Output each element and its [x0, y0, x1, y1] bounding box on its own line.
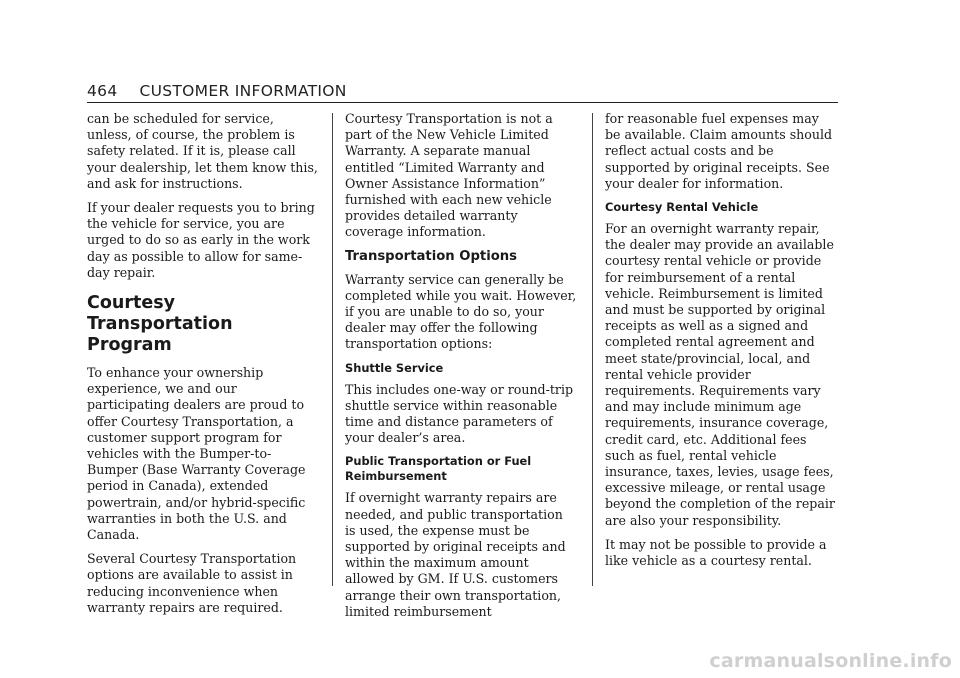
paragraph: To enhance your ownership experience, we and our participating dealers are proud to offer Courtesy Transportation, a customer support program for vehicles with the Bumper-to-Bumper (Base Warranty Coverage period in Canada), extended powertrain, and/or hybrid-specific warranties in both the U.S. and Canada. — [87, 365, 306, 543]
column-2 — [345, 111, 577, 628]
paragraph: If overnight warranty repairs are needed, and public transportation is used, the expense must be supported by original receipts and within the maximum amount allowed by GM. If U.S. customers arrange their own transportation, limited reimbursement — [345, 490, 566, 619]
paragraph: Several Courtesy Transportation options are available to assist in reducing inconvenience when warranty repairs are required. — [87, 551, 297, 615]
paragraph: For an overnight warranty repair, the dealer may provide an available courtesy rental vehicle or provide for reimbursement of a rental vehicle. Reimbursement is limited and must be supported by original receipts as well as a signed and completed rental agreement and meet state/provincial, local, and rental vehicle provider requirements. Requirements vary and may include minimum age requirements, insurance coverage, credit card, etc. Additional fees such as fuel, rental vehicle insurance, taxes, levies, usage fees, excessive mileage, or rental usage beyond the completion of the repair are also your responsibility. — [605, 221, 835, 528]
header-divider — [87, 102, 838, 103]
paragraph: If your dealer requests you to bring the vehicle for service, you are urged to do so as early in the work day as possible to allow for same-day repair. — [87, 200, 315, 280]
paragraph: for reasonable fuel expenses may be available. Claim amounts should reflect actual costs and be supported by original receipts. See your dealer for information. — [605, 111, 833, 191]
paragraph: It may not be possible to provide a like vehicle as a courtesy rental. — [605, 536, 827, 569]
column-1 — [87, 111, 319, 624]
subheading: Courtesy Rental Vehicle — [605, 200, 759, 215]
section-heading: Transportation Options — [345, 248, 518, 264]
paragraph: This includes one-way or round-trip shuttle service within reasonable time and distance parameters of your dealer’s area. — [345, 381, 574, 446]
column-divider — [332, 113, 333, 586]
watermark: carmanualsonline.info — [709, 650, 952, 672]
section-title: CUSTOMER INFORMATION — [139, 82, 347, 100]
section-heading: Courtesy Transportation Program — [87, 293, 233, 356]
page-header — [87, 82, 837, 100]
paragraph: can be scheduled for service, unless, of course, the problem is safety related. If it is, please call your dealership, let them know this, and ask for instructions. — [87, 111, 318, 191]
subheading: Public Transportation or Fuel Reimbursement — [345, 454, 532, 484]
paragraph: Warranty service can generally be completed while you wait. However, if you are unable to do so, your dealer may offer the following transportation options: — [345, 271, 577, 352]
page-number: 464 — [87, 82, 118, 100]
column-divider — [592, 113, 593, 586]
subheading: Shuttle Service — [345, 360, 444, 375]
paragraph: Courtesy Transportation is not a part of the New Vehicle Limited Warranty. A separate manual entitled “Limited Warranty and Owner Assistance Information” furnished with each new vehicle provides detailed warranty coverage information. — [345, 111, 553, 240]
column-3 — [605, 111, 837, 577]
